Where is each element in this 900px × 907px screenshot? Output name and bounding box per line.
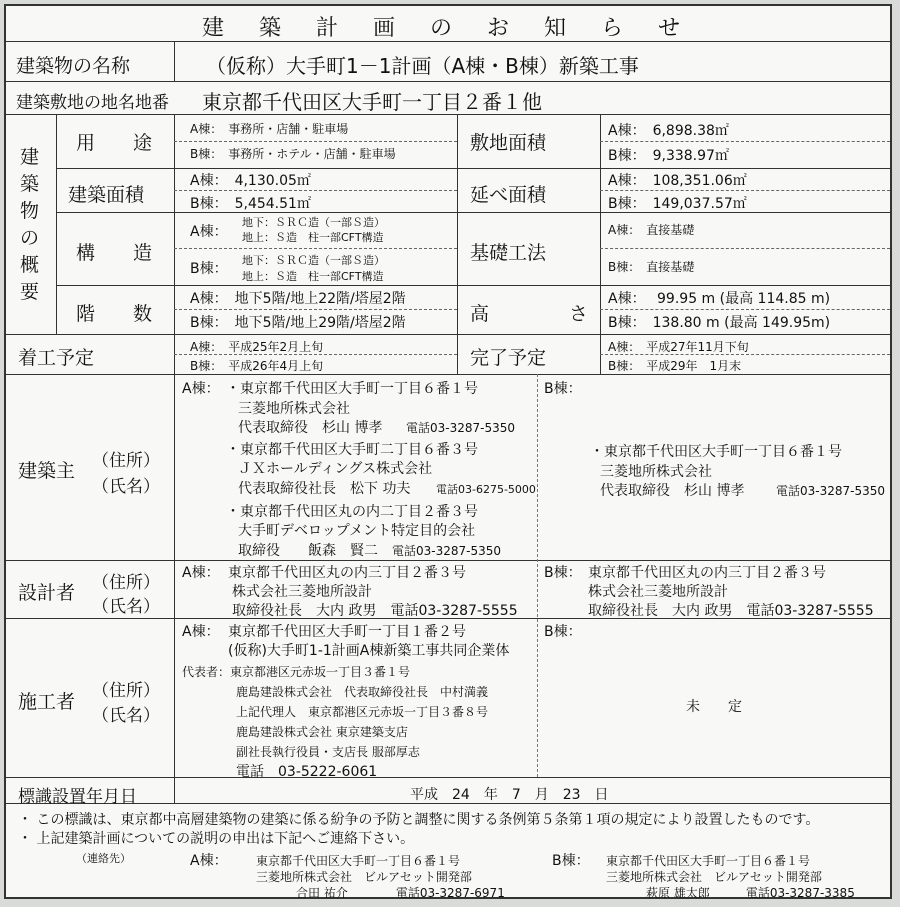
name-value: （仮称）大手町1－1計画（A棟・B棟）新築工事 [206, 54, 639, 78]
divider [6, 560, 890, 561]
name-label: 建築物の名称 [16, 55, 131, 77]
owner-b-line: 代表取締役 杉山 博孝 [600, 483, 745, 499]
owner-a-line: 取締役 飯森 賢二 [238, 543, 378, 559]
structure-b2: 地上：Ｓ造 柱一部CFT構造 [242, 270, 384, 283]
constructor-addr-label: （住所） [92, 681, 160, 701]
sign-date: 平成 24 年 7 月 23 日 [410, 787, 609, 803]
designer-b-line: 株式会社三菱地所設計 [588, 584, 728, 600]
sign-date-label: 標識設置年月日 [18, 787, 137, 807]
designer-a-line: 東京都千代田区丸の内三丁目２番３号 [228, 565, 466, 581]
structure-a-head: A棟： [190, 224, 228, 240]
contact-b-line: 三菱地所株式会社 ビルアセット開発部 [606, 870, 822, 884]
owner-b-line: ・東京都千代田区大手町一丁目６番１号 [590, 444, 842, 460]
site-area-a: A棟： 6,898.38㎡ [608, 123, 729, 139]
complete-a: A棟： 平成27年11月下旬 [608, 340, 749, 354]
owner-name-label: （氏名） [92, 477, 160, 497]
designer-b-line: 取締役社長 大内 政男 電話03-3287-5555 [588, 603, 874, 619]
contact-b-head: B棟： [552, 853, 590, 869]
owner-addr-label: （住所） [92, 451, 160, 471]
divider [457, 114, 458, 374]
designer-addr-label: （住所） [92, 573, 160, 593]
divider [6, 374, 890, 375]
note-line: ・ 上記建築計画についての説明の申出は下記へご連絡下さい。 [18, 831, 415, 847]
floor-area-a: A棟： 108,351.06㎡ [608, 173, 747, 189]
structure-b-head: B棟： [190, 261, 228, 277]
building-area-b: B棟： 5,454.51㎡ [190, 196, 311, 212]
floors-b: B棟： 地下5階/地上29階/塔屋2階 [190, 315, 406, 331]
divider [56, 285, 890, 286]
constructor-name-label: （氏名） [92, 706, 160, 726]
divider [174, 41, 175, 81]
site-area-b: B棟： 9,338.97㎡ [608, 148, 729, 164]
contact-a-line: 三菱地所株式会社 ビルアセット開発部 [256, 870, 472, 884]
owner-a-head: A棟： [182, 381, 220, 397]
structure-a2: 地上：Ｓ造 柱一部CFT構造 [242, 231, 384, 244]
designer-name-label: （氏名） [92, 597, 160, 617]
constructor-b-value: 未 定 [686, 699, 742, 715]
height-label: 高 さ [470, 303, 603, 325]
designer-a-line: 取締役社長 大内 政男 電話03-3287-5555 [232, 603, 518, 619]
use-a: A棟： 事務所・店舗・駐車場 [190, 122, 349, 136]
designer-b-head: B棟： [544, 565, 582, 581]
divider [600, 114, 601, 374]
designer-a-head: A棟： [182, 565, 220, 581]
complete-b: B棟： 平成29年 1月末 [608, 359, 742, 373]
contact-label: （連絡先） [76, 852, 131, 865]
designer-a-line: 株式会社三菱地所設計 [232, 584, 372, 600]
constructor-a-line: 上記代理人 東京都港区元赤坂一丁目３番８号 [236, 705, 489, 719]
constructor-a-line: 副社長執行役員・支店長 服部厚志 [236, 745, 420, 759]
owner-a-line: ・東京都千代田区大手町二丁目６番３号 [226, 442, 478, 458]
floors-a: A棟： 地下5階/地上22階/塔屋2階 [190, 291, 406, 307]
complete-label: 完了予定 [470, 347, 547, 369]
site-label: 建築敷地の地名地番 [16, 93, 169, 113]
owner-a-line: ＪＸホールディングス株式会社 [238, 461, 433, 477]
dashed-divider [600, 309, 890, 310]
building-area-a: A棟： 4,130.05㎡ [190, 173, 311, 189]
owner-a-line: ・東京都千代田区丸の内二丁目２番３号 [226, 504, 478, 520]
note-line: ・ この標識は、東京都中高層建築物の建築に係る紛争の予防と調整に関する条例第５条第１項の規定により設置したものです。 [18, 812, 820, 828]
owner-a-line: 代表取締役社長 松下 功夫 [238, 481, 411, 497]
floor-area-label: 延べ面積 [470, 184, 547, 206]
dashed-divider [174, 190, 457, 191]
start-b: B棟： 平成26年4月上旬 [190, 359, 324, 373]
contact-a-line: 東京都千代田区大手町一丁目６番１号 [256, 854, 461, 868]
dashed-divider [537, 374, 538, 777]
designer-label: 設計者 [18, 582, 76, 604]
divider [174, 374, 175, 777]
site-value: 東京都千代田区大手町一丁目２番１他 [202, 90, 542, 114]
constructor-a-head: A棟： [182, 624, 220, 640]
owner-a-tel: 電話03-3287-5350 [406, 421, 516, 435]
constructor-b-head: B棟： [544, 624, 582, 640]
building-area-label: 建築面積 [68, 184, 145, 206]
height-a: A棟： 99.95 m (最高 114.85 m) [608, 291, 831, 307]
contact-b-line: 東京都千代田区大手町一丁目６番１号 [606, 854, 811, 868]
owner-a-tel: 電話03-6275-5000 [436, 483, 536, 496]
dashed-divider [600, 190, 890, 191]
building-notice-board [4, 4, 892, 899]
divider [56, 168, 890, 169]
dashed-divider [600, 141, 890, 142]
start-label: 着工予定 [18, 347, 95, 369]
divider [174, 114, 175, 374]
divider [6, 777, 890, 778]
owner-a-line: ・東京都千代田区大手町一丁目６番１号 [226, 381, 478, 397]
owner-b-head: B棟： [544, 381, 582, 397]
divider [56, 114, 57, 334]
owner-a-line: 大手町デベロップメント特定目的会社 [238, 523, 476, 539]
owner-b-line: 三菱地所株式会社 [600, 464, 712, 480]
site-area-label: 敷地面積 [470, 132, 547, 154]
divider [174, 777, 175, 803]
divider [6, 81, 890, 82]
constructor-a-line1: 東京都千代田区大手町一丁目１番２号 [228, 624, 466, 640]
start-a: A棟： 平成25年2月上旬 [190, 340, 324, 354]
overview-label: 建 築 物 の 概 要 [20, 146, 40, 303]
owner-a-line: 三菱地所株式会社 [238, 401, 350, 417]
owner-a-tel: 電話03-3287-5350 [392, 544, 502, 558]
constructor-a-line2: (仮称)大手町1-1計画A棟新築工事共同企業体 [228, 643, 510, 659]
owner-label: 建築主 [18, 460, 76, 482]
use-b: B棟： 事務所・ホテル・店舗・駐車場 [190, 147, 396, 161]
constructor-a-line: 代表者：東京都港区元赤坂一丁目３番１号 [182, 665, 411, 679]
floors-label: 階 数 [75, 303, 152, 325]
constructor-a-line: 鹿島建設株式会社 東京建築支店 [236, 725, 408, 739]
dashed-divider [174, 141, 457, 142]
contact-b-line: 萩原 雄太郎 電話03-3287-3385 [646, 886, 855, 900]
structure-label: 構 造 [75, 242, 152, 264]
constructor-a-line: 電話 03-5222-6061 [236, 764, 378, 780]
dashed-divider [174, 248, 457, 249]
page-title: 建 築 計 画 の お 知 ら せ [202, 16, 694, 41]
contact-a-line: 合田 祐介 電話03-3287-6971 [296, 886, 505, 900]
constructor-label: 施工者 [18, 691, 76, 713]
foundation-b: B棟： 直接基礎 [608, 260, 695, 274]
designer-b-line: 東京都千代田区丸の内三丁目２番３号 [588, 565, 826, 581]
divider [6, 334, 890, 335]
foundation-a: A棟： 直接基礎 [608, 223, 695, 237]
contact-a-head: A棟： [190, 853, 228, 869]
structure-b1: 地下：ＳＲＣ造（一部Ｓ造） [242, 254, 385, 267]
owner-a-line: 代表取締役 杉山 博孝 [238, 420, 383, 436]
floor-area-b: B棟： 149,037.57㎡ [608, 196, 747, 212]
constructor-a-line: 鹿島建設株式会社 代表取締役社長 中村満義 [236, 685, 489, 699]
divider [56, 212, 890, 213]
height-b: B棟： 138.80 m (最高 149.95m) [608, 315, 831, 331]
foundation-label: 基礎工法 [470, 242, 547, 264]
dashed-divider [174, 309, 457, 310]
dashed-divider [600, 248, 890, 249]
structure-a1: 地下：ＳＲＣ造（一部Ｓ造） [242, 216, 385, 229]
owner-b-tel: 電話03-3287-5350 [776, 484, 886, 498]
use-label: 用 途 [75, 132, 152, 154]
